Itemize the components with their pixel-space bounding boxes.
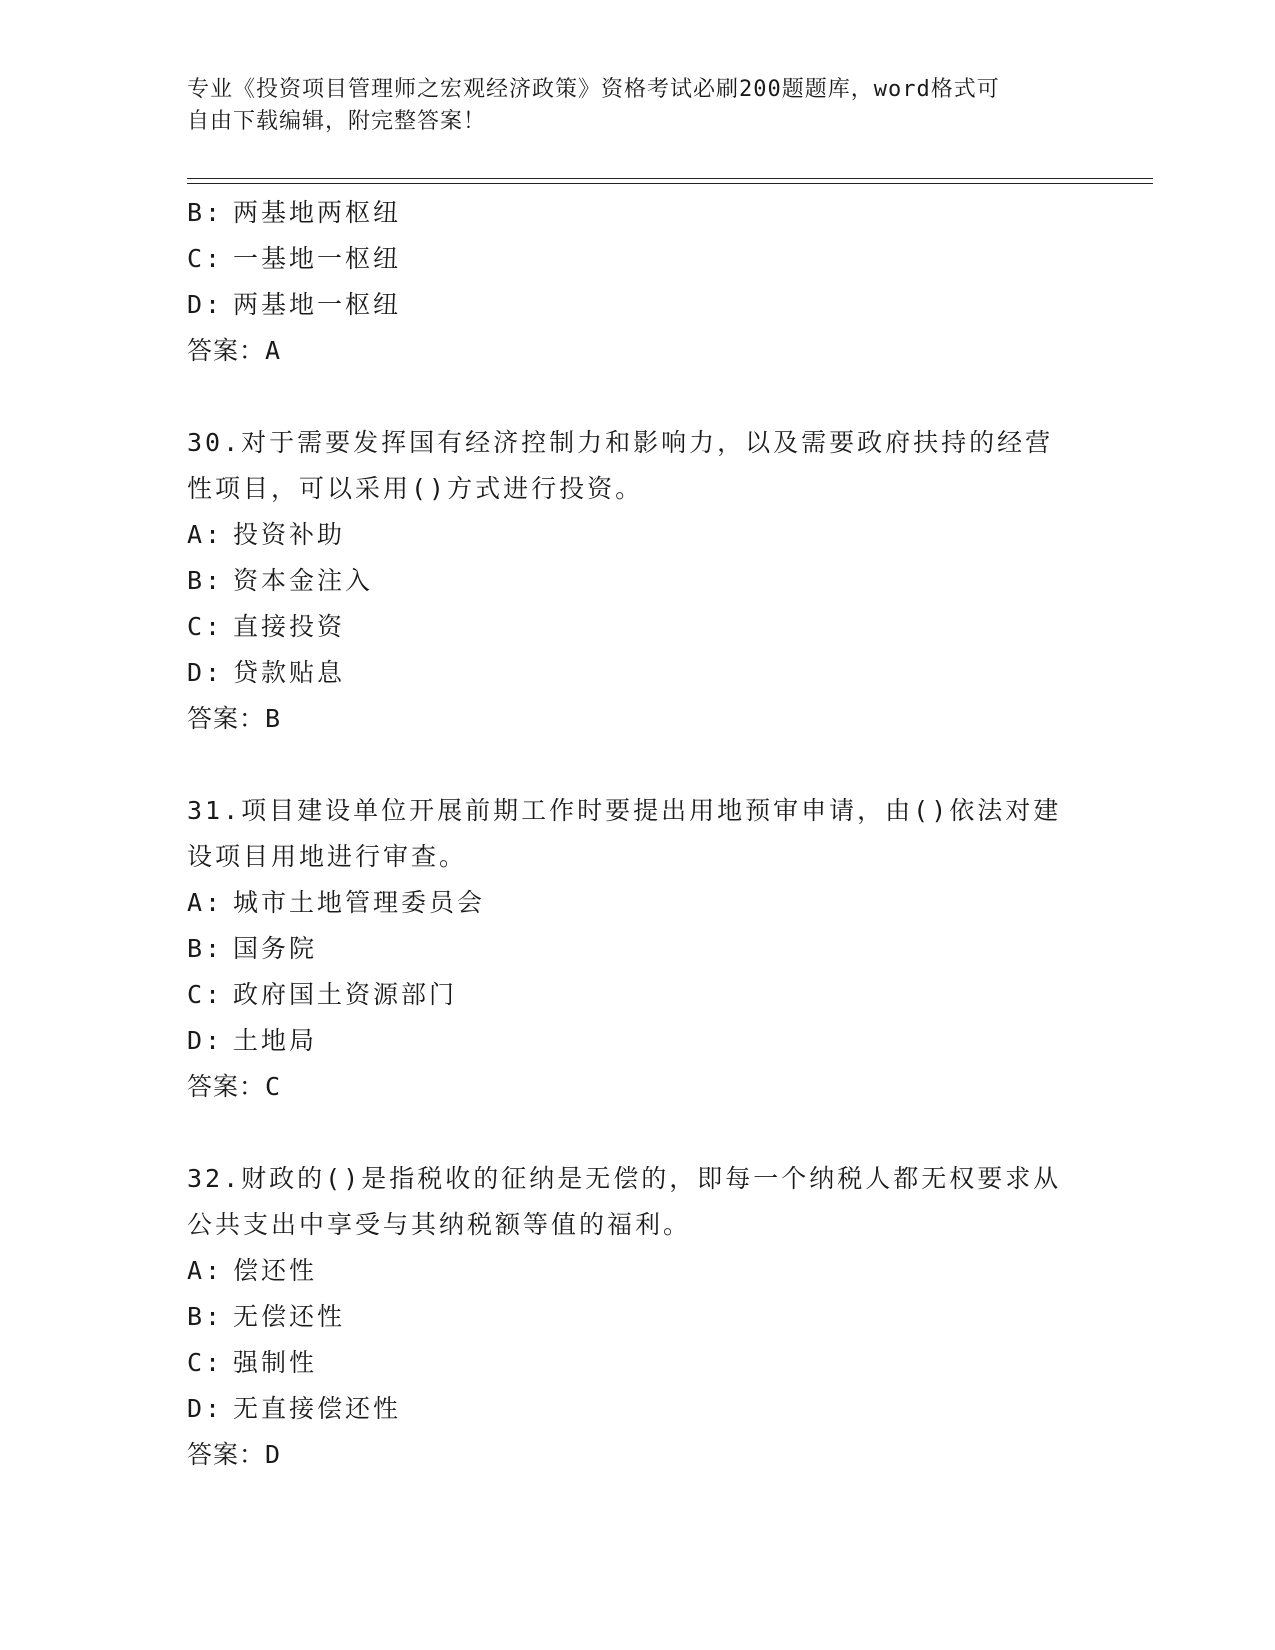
option-letter: B: — [187, 566, 224, 595]
question-text-line-1: 31.项目建设单位开展前期工作时要提出用地预审申请，由()依法对建 — [187, 796, 1062, 825]
option-d — [187, 650, 1087, 696]
option-text: 政府国土资源部门 — [233, 980, 458, 1009]
option-c — [187, 972, 1087, 1018]
option-a — [187, 880, 1087, 926]
option-b — [187, 1294, 1087, 1340]
question-30 — [187, 420, 1087, 742]
document-header — [187, 74, 1067, 138]
question-list — [187, 190, 1087, 1478]
option-b — [187, 558, 1087, 604]
option-letter: A: — [187, 520, 224, 549]
option-letter: D: — [187, 1026, 224, 1055]
question-text-line-2: 设项目用地进行审查。 — [187, 842, 468, 871]
option-text: 一基地一枢纽 — [233, 244, 402, 273]
header-line-1: 专业《投资项目管理师之宏观经济政策》资格考试必刷200题题库，word格式可 — [187, 77, 1000, 102]
option-c — [187, 604, 1087, 650]
option-letter: B: — [187, 934, 224, 963]
answer-line — [187, 328, 1087, 374]
option-letter: C: — [187, 980, 224, 1009]
header-divider-bottom — [187, 183, 1153, 184]
option-text: 贷款贴息 — [233, 658, 346, 687]
answer-label: 答案： — [187, 336, 266, 365]
answer-line — [187, 1432, 1087, 1478]
option-letter: C: — [187, 1348, 224, 1377]
answer-value: C — [265, 1072, 284, 1101]
option-text: 无直接偿还性 — [233, 1394, 402, 1423]
option-text: 资本金注入 — [233, 566, 374, 595]
option-d — [187, 1018, 1087, 1064]
option-letter: A: — [187, 888, 224, 917]
option-a — [187, 512, 1087, 558]
option-text: 城市土地管理委员会 — [233, 888, 486, 917]
option-letter: D: — [187, 290, 224, 319]
option-letter: B: — [187, 198, 224, 227]
question-text-line-1: 32.财政的()是指税收的征纳是无偿的，即每一个纳税人都无权要求从 — [187, 1164, 1062, 1193]
option-a — [187, 1248, 1087, 1294]
header-line-2: 自由下载编辑，附完整答案！ — [187, 109, 487, 134]
option-text: 两基地一枢纽 — [233, 290, 402, 319]
option-d — [187, 1386, 1087, 1432]
option-d — [187, 282, 1087, 328]
header-divider-top — [187, 178, 1153, 179]
option-text: 投资补助 — [233, 520, 346, 549]
question-31 — [187, 788, 1087, 1110]
answer-value: D — [265, 1440, 284, 1469]
option-letter: D: — [187, 658, 224, 687]
question-text-line-1: 30.对于需要发挥国有经济控制力和影响力，以及需要政府扶持的经营 — [187, 428, 1054, 457]
option-letter: C: — [187, 244, 224, 273]
option-text: 两基地两枢纽 — [233, 198, 402, 227]
option-text: 直接投资 — [233, 612, 346, 641]
answer-label: 答案： — [187, 1440, 266, 1469]
option-b — [187, 926, 1087, 972]
option-c — [187, 1340, 1087, 1386]
answer-label: 答案： — [187, 704, 266, 733]
question-text-line-2: 性项目，可以采用()方式进行投资。 — [187, 474, 644, 503]
option-letter: C: — [187, 612, 224, 641]
question-29-continued — [187, 190, 1087, 374]
option-text: 强制性 — [233, 1348, 318, 1377]
option-b — [187, 190, 1087, 236]
option-letter: D: — [187, 1394, 224, 1423]
question-32 — [187, 1156, 1087, 1478]
answer-label: 答案： — [187, 1072, 266, 1101]
option-text: 国务院 — [233, 934, 318, 963]
answer-line — [187, 1064, 1087, 1110]
option-text: 偿还性 — [233, 1256, 318, 1285]
answer-line — [187, 696, 1087, 742]
answer-value: A — [265, 336, 284, 365]
option-text: 无偿还性 — [233, 1302, 346, 1331]
option-c — [187, 236, 1087, 282]
answer-value: B — [265, 704, 284, 733]
option-letter: A: — [187, 1256, 224, 1285]
option-text: 土地局 — [233, 1026, 318, 1055]
question-text-line-2: 公共支出中享受与其纳税额等值的福利。 — [187, 1210, 692, 1239]
option-letter: B: — [187, 1302, 224, 1331]
